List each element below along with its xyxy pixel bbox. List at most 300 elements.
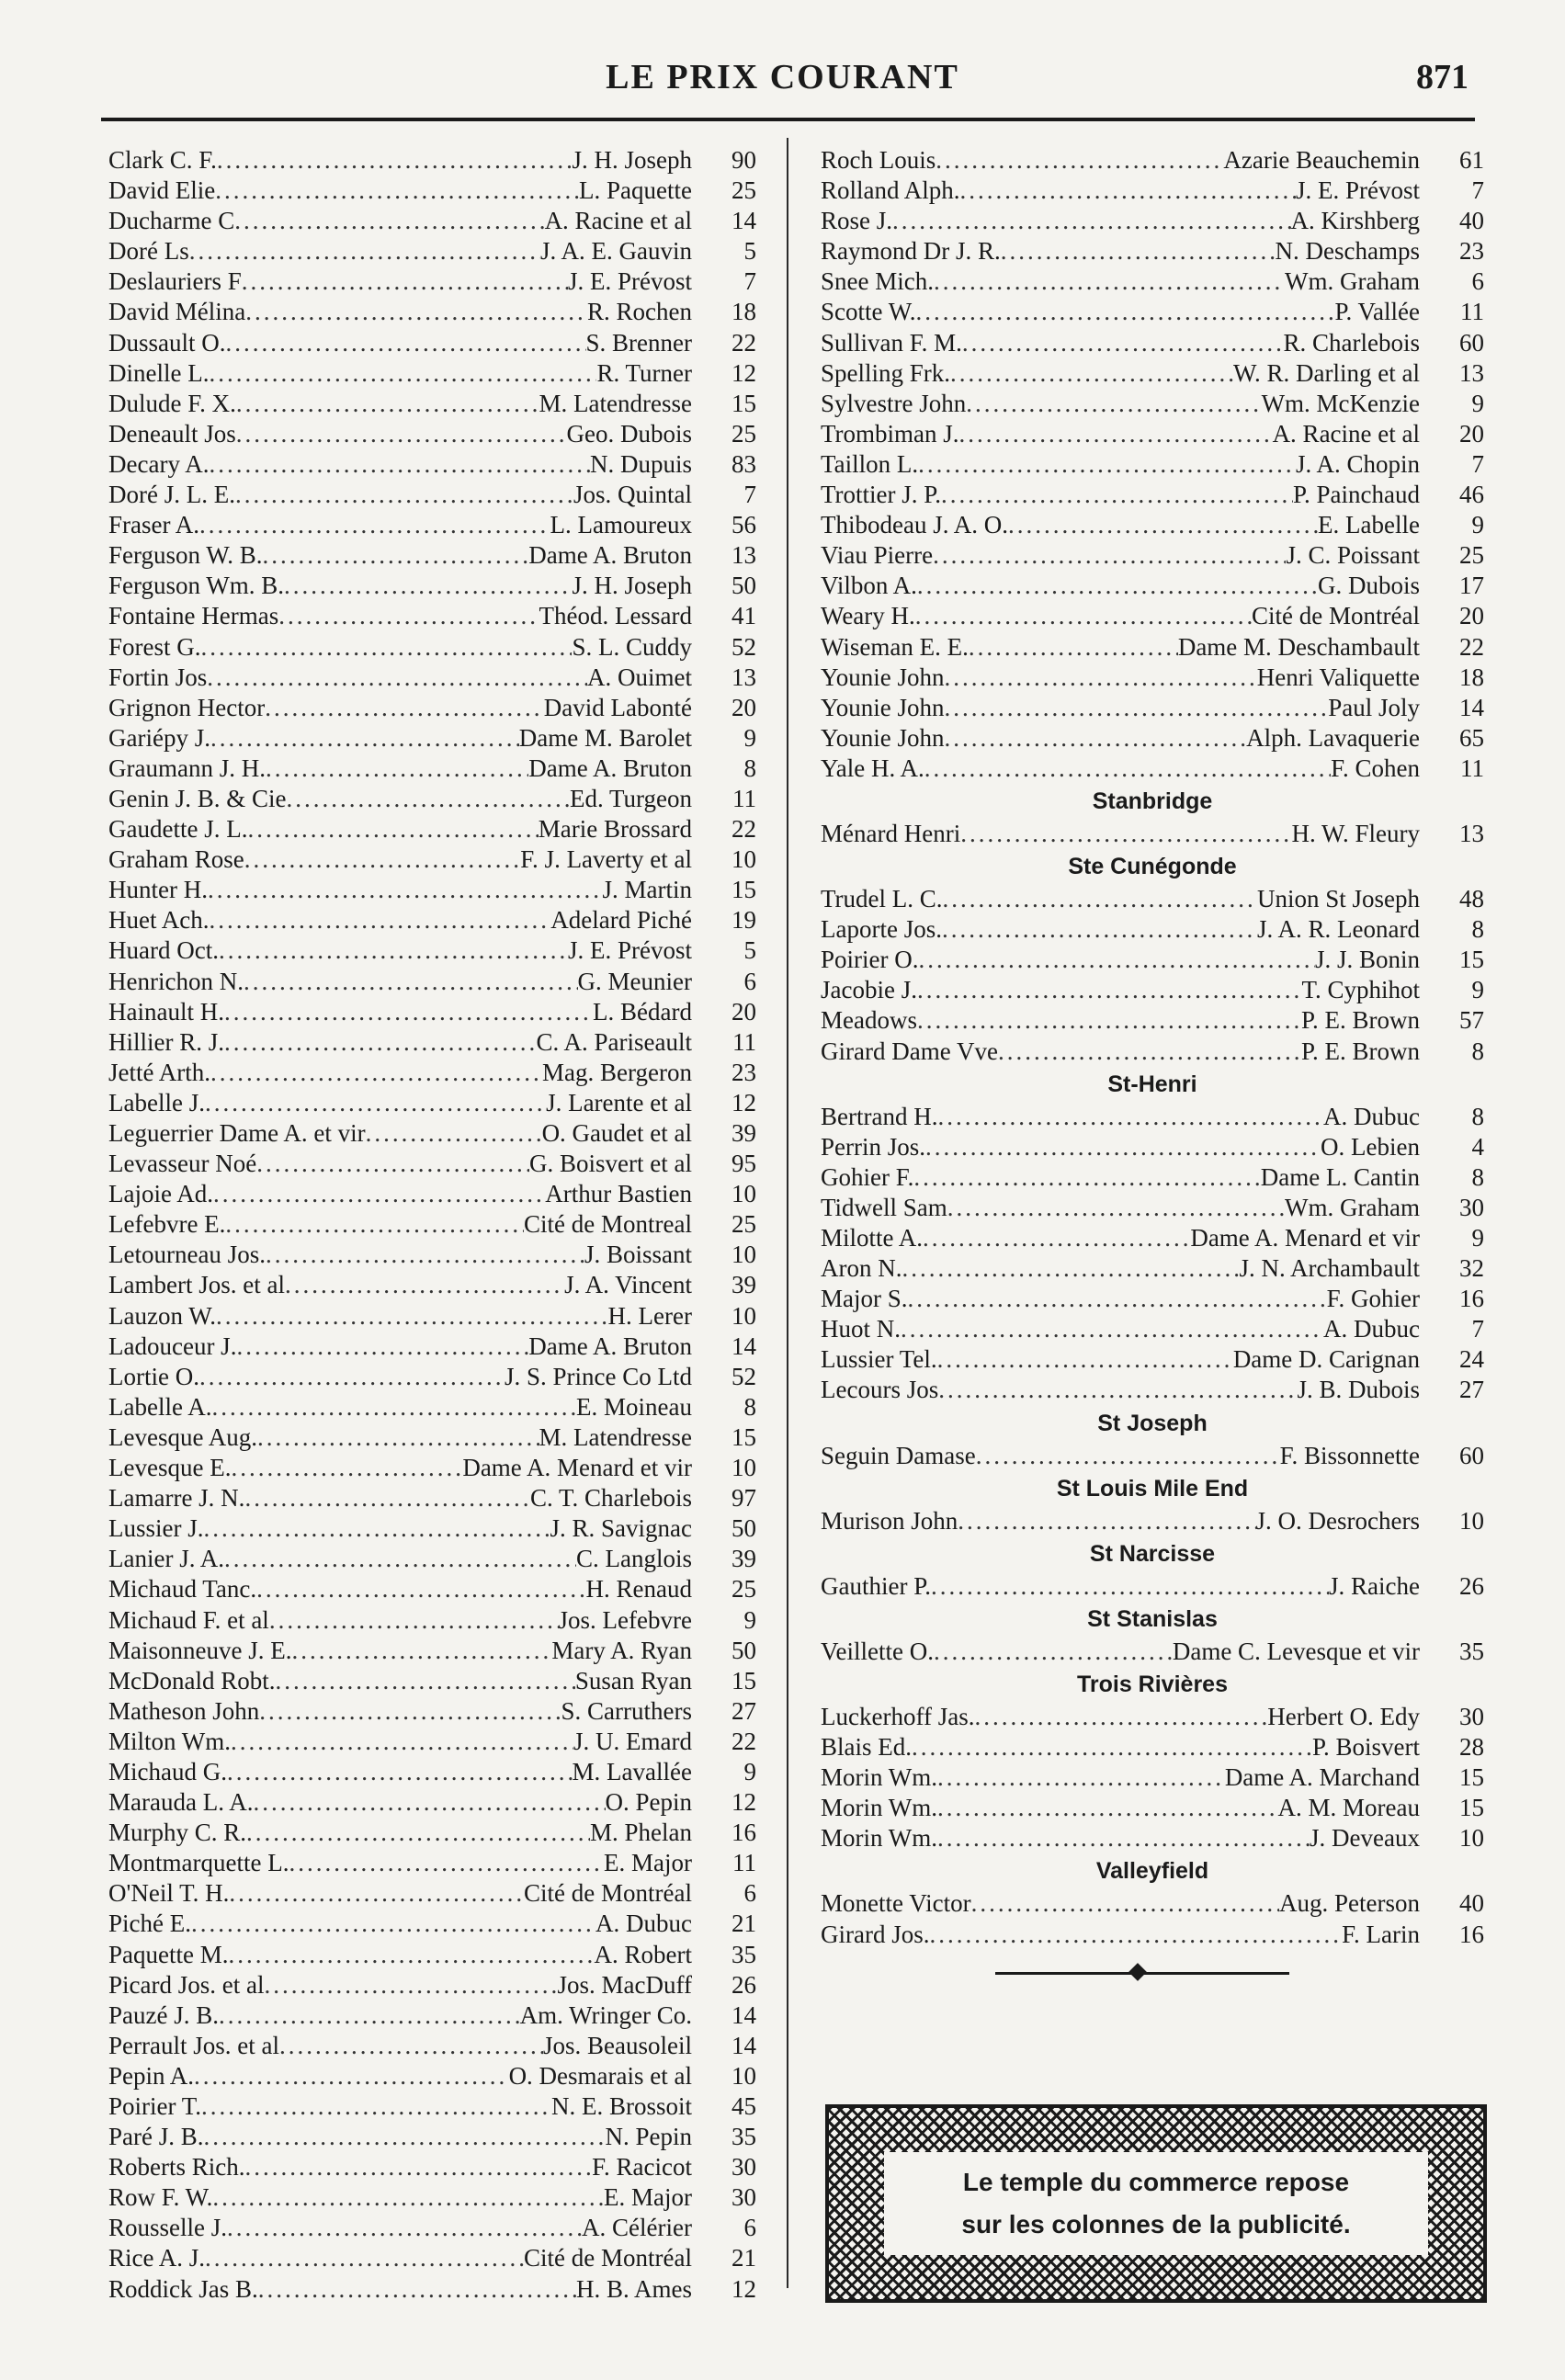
- amount: 6: [1471, 267, 1484, 296]
- creditor-name: Dame A. Bruton: [528, 1332, 692, 1360]
- debtor-name: Lauzon W.: [108, 1301, 216, 1330]
- creditor-name: Wm. Graham: [1285, 1193, 1420, 1221]
- list-item: [821, 1571, 1484, 1602]
- creditor-name: Alph. Lavaquerie: [1246, 723, 1420, 752]
- entry-text: [108, 2122, 692, 2152]
- creditor-name: E. Major: [604, 2183, 692, 2212]
- entry-text: [821, 389, 1420, 419]
- list-item: [821, 1506, 1484, 1536]
- creditor-name: J. A. Vincent: [564, 1271, 692, 1299]
- entry-text: [108, 1909, 692, 1939]
- debtor-name: Hainault H.: [108, 997, 224, 1026]
- amount: 10: [731, 1454, 756, 1482]
- dot-leader: [291, 1636, 551, 1666]
- amount: 39: [731, 1119, 756, 1147]
- list-item: [108, 1179, 756, 1209]
- creditor-name: L. Lamoureux: [550, 511, 692, 539]
- creditor-name: C. Langlois: [576, 1545, 692, 1573]
- entry-text: [108, 1088, 692, 1118]
- creditor-name: Arthur Bastien: [545, 1180, 692, 1208]
- list-item: [108, 389, 756, 419]
- amount: 10: [731, 1180, 756, 1208]
- list-item: [108, 2274, 756, 2305]
- debtor-name: David Elie: [108, 176, 216, 205]
- debtor-name: Graumann J. H.: [108, 754, 266, 782]
- list-item: [821, 389, 1484, 419]
- amount: 15: [731, 1422, 756, 1451]
- entry-text: [108, 449, 692, 480]
- dot-leader: [284, 571, 572, 601]
- advertisement-line-1: Le temple du commerce repose: [962, 2168, 1350, 2196]
- entry-text: [821, 480, 1420, 510]
- entry-text: [108, 1027, 692, 1058]
- amount: 15: [1459, 1763, 1484, 1792]
- list-item: [821, 449, 1484, 480]
- amount: 8: [1471, 1037, 1484, 1065]
- creditor-name: Mary A. Ryan: [551, 1636, 692, 1664]
- debtor-name: Letourneau Jos.: [108, 1241, 266, 1269]
- creditor-name: Am. Wringer Co.: [519, 2000, 692, 2029]
- creditor-name: R. Turner: [596, 358, 692, 387]
- dot-leader: [246, 1818, 590, 1848]
- list-item: [108, 176, 756, 206]
- amount: 39: [731, 1271, 756, 1299]
- debtor-name: Aron N.: [821, 1254, 902, 1283]
- list-item: [108, 1088, 756, 1118]
- creditor-name: Herbert O. Edy: [1267, 1702, 1420, 1730]
- entry-text: [821, 1162, 1420, 1193]
- dot-leader: [229, 1878, 524, 1909]
- entry-text: [108, 2031, 692, 2061]
- list-item: [108, 1666, 756, 1696]
- creditor-name: Jos. Quintal: [573, 481, 692, 509]
- debtor-name: Girard Jos.: [821, 1920, 930, 1948]
- entry-text: [108, 1483, 692, 1513]
- creditor-name: Dame A. Menard et vir: [1190, 1224, 1420, 1252]
- list-item: [821, 1253, 1484, 1284]
- list-item: [821, 914, 1484, 945]
- debtor-name: Gohier F.: [821, 1162, 914, 1191]
- dot-leader: [213, 1179, 545, 1209]
- amount: 50: [731, 1636, 756, 1664]
- entry-text: [821, 754, 1420, 784]
- debtor-name: Bertrand H.: [821, 1102, 938, 1130]
- dot-leader: [212, 2182, 604, 2213]
- list-item: [821, 1223, 1484, 1253]
- debtor-name: Hillier R. J.: [108, 1027, 224, 1056]
- creditor-name: L. Paquette: [579, 176, 692, 205]
- entry-text: [821, 1793, 1420, 1823]
- list-item: [108, 1696, 756, 1727]
- creditor-name: N. Dupuis: [589, 449, 692, 478]
- debtor-name: Paquette M.: [108, 1940, 229, 1968]
- list-item: [821, 480, 1484, 510]
- debtor-name: Lamarre J. N.: [108, 1484, 245, 1513]
- creditor-name: M. Phelan: [590, 1819, 692, 1847]
- dot-leader: [936, 145, 1223, 176]
- amount: 10: [731, 845, 756, 874]
- entry-text: [108, 1453, 692, 1483]
- creditor-name: Dame A. Marchand: [1224, 1763, 1420, 1792]
- entry-text: [821, 1037, 1420, 1067]
- page-title: LE PRIX COURANT: [606, 58, 959, 96]
- list-item: [108, 1392, 756, 1422]
- amount: 10: [731, 2061, 756, 2090]
- entry-text: [108, 328, 692, 358]
- entry-text: [108, 693, 692, 723]
- diamond-ornament-icon: [1128, 1963, 1147, 1981]
- debtor-name: McDonald Robt.: [108, 1666, 276, 1694]
- creditor-name: J. C. Poissant: [1286, 541, 1420, 570]
- amount: 9: [1471, 1224, 1484, 1252]
- debtor-name: Younie John: [821, 723, 945, 752]
- creditor-name: Cité de Montréal: [524, 2244, 692, 2272]
- creditor-name: J. J. Bonin: [1314, 946, 1420, 974]
- debtor-name: Henrichon N.: [108, 967, 244, 995]
- list-item: [108, 2152, 756, 2182]
- entry-text: [821, 206, 1420, 236]
- dot-leader: [958, 1506, 1255, 1536]
- list-item: [108, 540, 756, 571]
- entry-text: [821, 510, 1420, 540]
- amount: 13: [731, 541, 756, 570]
- debtor-name: Marauda L. A.: [108, 1788, 254, 1817]
- dot-leader: [236, 419, 567, 449]
- amount: 20: [731, 693, 756, 721]
- debtor-name: Poirier O.: [821, 946, 919, 974]
- debtor-name: Labelle J.: [108, 1088, 205, 1116]
- entry-text: [108, 1179, 692, 1209]
- debtor-name: Forest G.: [108, 632, 201, 661]
- dot-leader: [245, 297, 587, 327]
- entry-text: [821, 236, 1420, 266]
- advertisement-line-2: sur les colonnes de la publicité.: [961, 2210, 1351, 2238]
- section-heading: St-Henri: [1107, 1071, 1197, 1097]
- list-item: [821, 663, 1484, 693]
- entry-text: [108, 1574, 692, 1604]
- dot-leader: [960, 176, 1296, 206]
- debtor-name: Doré Ls: [108, 237, 189, 266]
- amount: 27: [731, 1696, 756, 1725]
- amount: 57: [1459, 1006, 1484, 1035]
- entry-text: [821, 266, 1420, 297]
- debtor-name: Veillette O.: [821, 1637, 934, 1665]
- debtor-name: Meadows: [821, 1006, 917, 1035]
- debtor-name: Fraser A.: [108, 511, 199, 539]
- creditor-name: Paul Joly: [1328, 693, 1420, 721]
- debtor-name: Spelling Frk.: [821, 358, 951, 387]
- debtor-name: Michaud G.: [108, 1757, 227, 1785]
- entry-text: [108, 1332, 692, 1362]
- entry-text: [108, 1848, 692, 1878]
- list-item: [821, 358, 1484, 389]
- amount: 48: [1459, 885, 1484, 913]
- dot-leader: [201, 2091, 551, 2122]
- creditor-name: A. Ouimet: [587, 663, 692, 691]
- list-item: [108, 1149, 756, 1179]
- amount: 14: [731, 1332, 756, 1360]
- amount: 16: [1459, 1920, 1484, 1948]
- entry-text: [108, 1878, 692, 1909]
- dot-leader: [960, 819, 1291, 849]
- entry-text: [821, 358, 1420, 389]
- dot-leader: [191, 1909, 595, 1939]
- list-item: [821, 1441, 1484, 1471]
- entry-text: [108, 2000, 692, 2031]
- amount: 22: [1459, 632, 1484, 661]
- entry-text: [821, 1823, 1420, 1853]
- amount: 35: [731, 1940, 756, 1968]
- entry-text: [821, 1920, 1420, 1950]
- amount: 15: [731, 1666, 756, 1694]
- creditor-name: E. Moineau: [576, 1392, 692, 1421]
- creditor-name: J. A. R. Leonard: [1257, 915, 1420, 944]
- entry-text: [821, 1375, 1420, 1405]
- creditor-name: J. A. Chopin: [1295, 449, 1420, 478]
- amount: 60: [1459, 328, 1484, 357]
- debtor-name: Vilbon A.: [821, 572, 917, 600]
- list-item: [821, 1284, 1484, 1314]
- creditor-name: H. W. Fleury: [1291, 819, 1420, 847]
- list-item: [108, 1787, 756, 1818]
- amount: 6: [743, 967, 756, 995]
- creditor-name: J. E. Prévost: [1296, 176, 1420, 205]
- dot-leader: [937, 1793, 1278, 1823]
- advertisement-box: [825, 2104, 1487, 2303]
- entry-text: [108, 844, 692, 875]
- entry-text: [108, 145, 692, 176]
- debtor-name: Hunter H.: [108, 876, 208, 904]
- debtor-name: Labelle A.: [108, 1392, 212, 1421]
- debtor-name: Viau Pierre: [821, 541, 934, 570]
- debtor-name: Lefebvre E.: [108, 1210, 226, 1239]
- creditor-name: J. N. Archambault: [1239, 1254, 1420, 1283]
- creditor-name: E. Major: [604, 1849, 692, 1877]
- creditor-name: P. Boisvert: [1311, 1733, 1420, 1762]
- debtor-name: Huot N.: [821, 1315, 901, 1343]
- list-item: [821, 540, 1484, 571]
- creditor-name: Jos. Lefebvre: [558, 1605, 692, 1634]
- entry-text: [821, 1888, 1420, 1919]
- creditor-name: Mag. Bergeron: [542, 1058, 692, 1086]
- debtor-name: Roch Louis: [821, 146, 936, 174]
- amount: 25: [731, 1210, 756, 1239]
- debtor-name: Taillon L.: [821, 449, 919, 478]
- amount: 15: [1459, 946, 1484, 974]
- debtor-name: Trudel L. C.: [821, 885, 943, 913]
- entry-text: [821, 693, 1420, 723]
- entry-text: [108, 1270, 692, 1300]
- entry-text: [108, 601, 692, 631]
- debtor-name: Sylvestre John: [821, 389, 967, 417]
- creditor-name: Cité de Montréal: [1252, 602, 1420, 630]
- debtor-name: Blais Ed.: [821, 1733, 912, 1762]
- creditor-name: Dame L. Cantin: [1260, 1162, 1420, 1191]
- debtor-name: Lortie O.: [108, 1362, 199, 1390]
- list-item: [108, 967, 756, 997]
- dot-leader: [199, 510, 550, 540]
- dot-leader: [913, 1162, 1260, 1193]
- dot-leader: [257, 1422, 539, 1453]
- list-item: [108, 1636, 756, 1666]
- creditor-name: Dame M. Barolet: [518, 723, 692, 752]
- entry-text: [108, 663, 692, 693]
- amount: 28: [1459, 1733, 1484, 1762]
- list-item: [821, 510, 1484, 540]
- amount: 5: [743, 237, 756, 266]
- list-item: [108, 1818, 756, 1848]
- dot-leader: [211, 1392, 576, 1422]
- section-heading: Ste Cunégonde: [1068, 854, 1237, 880]
- amount: 27: [1459, 1376, 1484, 1404]
- section-heading: Valleyfield: [1095, 1858, 1209, 1885]
- list-item: [821, 601, 1484, 631]
- list-item: [108, 1605, 756, 1636]
- entry-text: [821, 1637, 1420, 1667]
- list-item: [108, 997, 756, 1027]
- debtor-name: Poirier T.: [108, 2092, 201, 2120]
- list-item: [821, 945, 1484, 975]
- dot-leader: [279, 2031, 543, 2061]
- amount: 14: [731, 2000, 756, 2029]
- amount: 35: [731, 2123, 756, 2151]
- creditor-name: C. A. Pariseault: [536, 1027, 692, 1056]
- amount: 12: [731, 358, 756, 387]
- entry-text: [821, 1253, 1420, 1284]
- creditor-name: Dame C. Levesque et vir: [1172, 1637, 1420, 1665]
- debtor-name: Luckerhoff Jas.: [821, 1702, 975, 1730]
- debtor-name: O'Neil T. H.: [108, 1879, 230, 1908]
- debtor-name: Montmarquette L.: [108, 1849, 289, 1877]
- list-item: [108, 693, 756, 723]
- entry-text: [108, 1240, 692, 1270]
- debtor-name: Perrault Jos. et al: [108, 2031, 279, 2059]
- debtor-name: Michaud Tanc.: [108, 1575, 257, 1604]
- entry-text: [821, 1132, 1420, 1162]
- list-item: [108, 723, 756, 754]
- entry-text: [821, 419, 1420, 449]
- dot-leader: [912, 1732, 1312, 1762]
- amount: 14: [731, 2031, 756, 2059]
- list-item: [821, 819, 1484, 849]
- entry-text: [108, 2213, 692, 2243]
- creditor-name: O. Desmarais et al: [508, 2061, 692, 2090]
- list-item: [821, 206, 1484, 236]
- amount: 15: [1459, 1794, 1484, 1822]
- entry-text: [821, 1314, 1420, 1344]
- debtor-name: Lussier J.: [108, 1514, 204, 1543]
- dot-leader: [269, 1605, 559, 1636]
- dot-leader: [285, 1270, 564, 1300]
- section-heading: St Joseph: [1097, 1410, 1208, 1436]
- debtor-name: Graham Rose: [108, 845, 244, 874]
- creditor-name: M. Latendresse: [539, 389, 692, 417]
- dot-leader: [228, 1940, 594, 1970]
- dot-leader: [937, 1344, 1233, 1375]
- debtor-name: Doré J. L. E.: [108, 481, 235, 509]
- amount: 7: [1471, 176, 1484, 205]
- entry-text: [108, 1362, 692, 1392]
- header-rule: [101, 118, 1475, 121]
- debtor-name: Morin Wm.: [821, 1763, 937, 1792]
- list-item: [821, 145, 1484, 176]
- dot-leader: [209, 449, 590, 480]
- list-item: [108, 1209, 756, 1240]
- debtor-name: Dussault O.: [108, 328, 226, 357]
- debtor-name: Gauthier P.: [821, 1571, 931, 1600]
- list-item: [108, 1027, 756, 1058]
- entry-text: [108, 1118, 692, 1149]
- list-item: [821, 1888, 1484, 1919]
- entry-text: [108, 389, 692, 419]
- entry-text: [821, 297, 1420, 327]
- list-item: [821, 266, 1484, 297]
- amount: 10: [731, 1301, 756, 1330]
- debtor-name: Trottier J. P.: [821, 481, 942, 509]
- amount: 8: [1471, 1162, 1484, 1191]
- amount: 20: [1459, 419, 1484, 448]
- entry-text: [821, 1441, 1420, 1471]
- entry-text: [108, 784, 692, 814]
- creditor-name: F. J. Laverty et al: [520, 845, 692, 874]
- dot-leader: [945, 693, 1329, 723]
- dot-leader: [931, 1571, 1329, 1602]
- dot-leader: [892, 206, 1291, 236]
- amount: 83: [731, 449, 756, 478]
- debtor-name: Deslauriers F: [108, 267, 242, 296]
- dot-leader: [199, 1362, 505, 1392]
- dot-leader: [253, 1787, 605, 1818]
- amount: 20: [731, 997, 756, 1026]
- list-item: [821, 1637, 1484, 1667]
- dot-leader: [194, 2061, 509, 2091]
- debtor-name: Grignon Hector: [108, 693, 266, 721]
- amount: 90: [731, 146, 756, 174]
- debtor-name: Fortin Jos: [108, 663, 208, 691]
- amount: 17: [1459, 572, 1484, 600]
- entry-text: [108, 266, 692, 297]
- debtor-name: Wiseman E. E.: [821, 632, 969, 661]
- amount: 45: [731, 2092, 756, 2120]
- creditor-name: S. L. Cuddy: [572, 632, 692, 661]
- entry-text: [108, 540, 692, 571]
- amount: 14: [1459, 693, 1484, 721]
- list-item: [821, 1037, 1484, 1067]
- entry-text: [108, 2091, 692, 2122]
- dot-leader: [244, 1483, 530, 1513]
- dot-leader: [219, 2000, 520, 2031]
- creditor-name: N. E. Brossoit: [550, 2092, 692, 2120]
- list-item: [108, 206, 756, 236]
- dot-leader: [231, 1453, 462, 1483]
- creditor-name: J. Raiche: [1329, 1571, 1420, 1600]
- creditor-name: Wm. McKenzie: [1261, 389, 1420, 417]
- entry-text: [821, 540, 1420, 571]
- creditor-name: C. T. Charlebois: [530, 1484, 692, 1513]
- debtor-name: Girard Dame Vve: [821, 1037, 998, 1065]
- creditor-name: N. Deschamps: [1275, 237, 1420, 266]
- creditor-name: A. Dubuc: [1323, 1102, 1420, 1130]
- creditor-name: J. A. E. Gauvin: [540, 237, 692, 266]
- amount: 16: [1459, 1285, 1484, 1313]
- entry-text: [821, 884, 1420, 914]
- creditor-name: O. Gaudet et al: [541, 1119, 692, 1147]
- list-item: [108, 2182, 756, 2213]
- entry-text: [108, 2243, 692, 2273]
- creditor-name: Geo. Dubois: [566, 419, 692, 448]
- entry-text: [821, 601, 1420, 631]
- dot-leader: [917, 975, 1302, 1005]
